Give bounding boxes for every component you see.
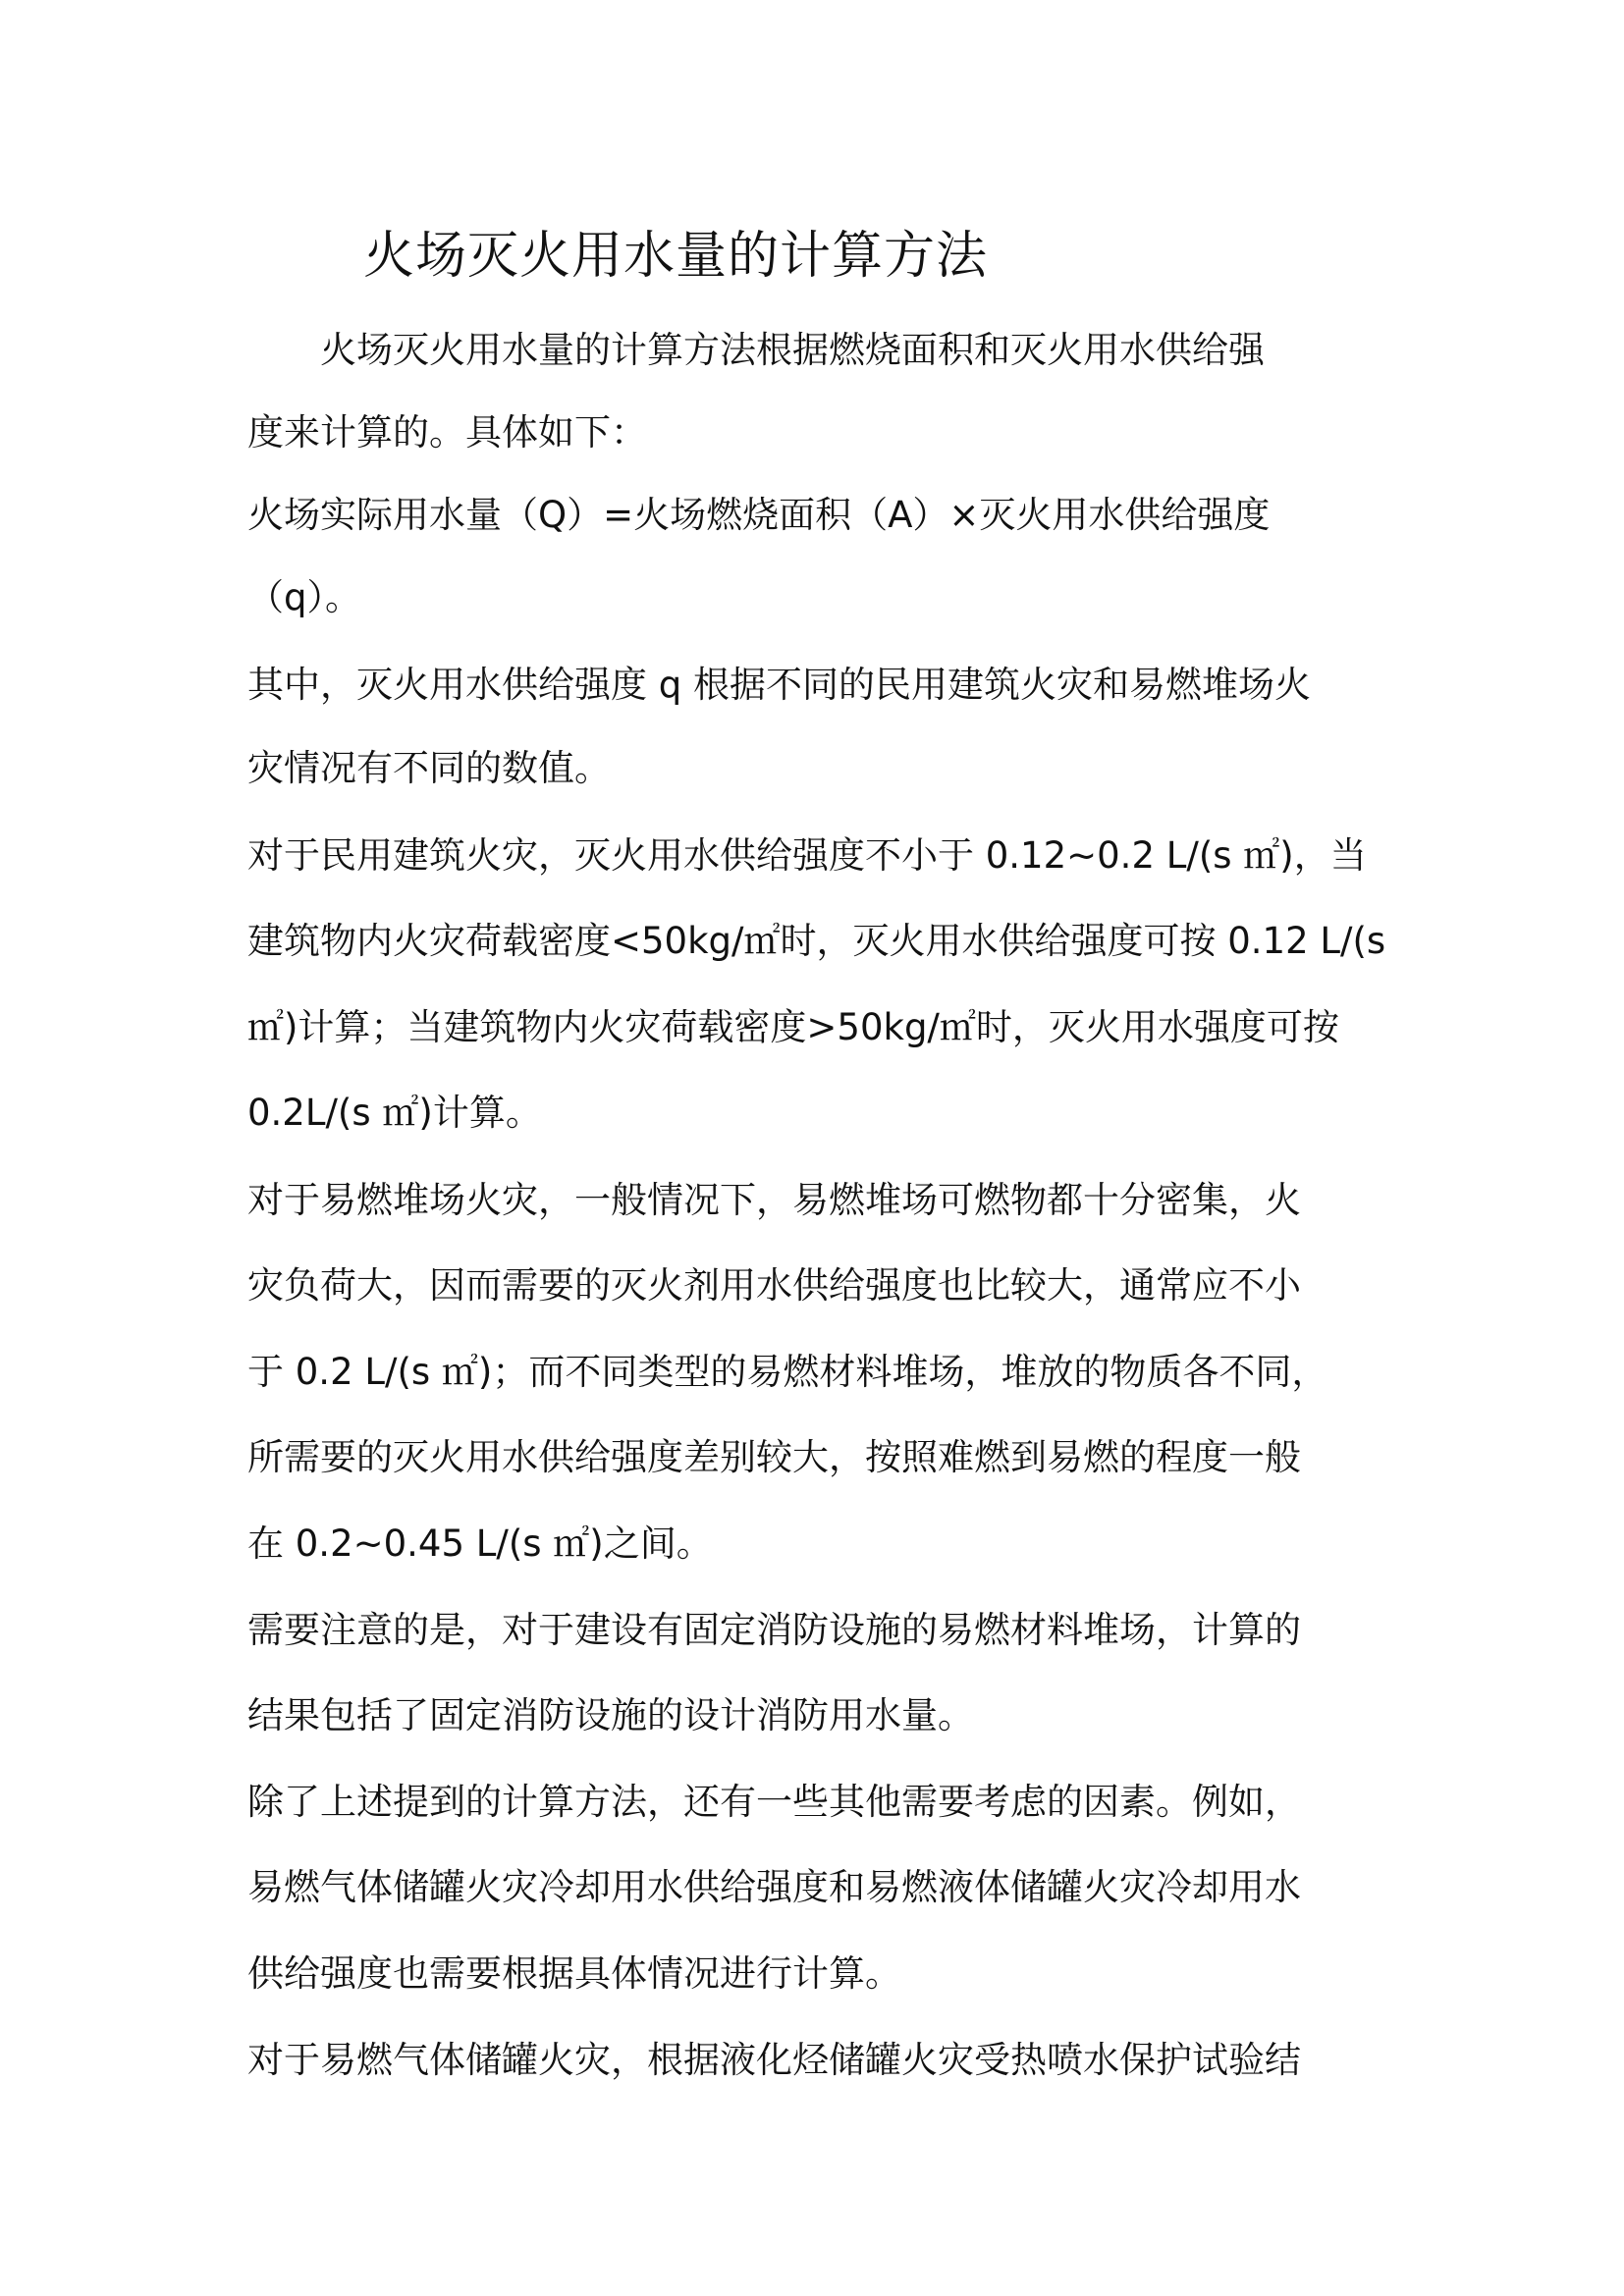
paragraph-line: 对于易燃气体储罐火灾，根据液化烃储罐火灾受热喷水保护试验结: [247, 2039, 1301, 2081]
paragraph-line: 结果包括了固定消防设施的设计消防用水量。: [247, 1694, 974, 1736]
formula-line: 火场实际用水量（Q）=火场燃烧面积（A）×灭火用水供给强度: [247, 494, 1271, 536]
formula-line: （q）。: [247, 576, 361, 618]
paragraph-line: 度来计算的。具体如下：: [247, 411, 647, 454]
paragraph-line: 在 0.2~0.45 L/(s ㎡)之间。: [247, 1522, 713, 1565]
paragraph-line: 需要注意的是，对于建设有固定消防设施的易燃材料堆场，计算的: [247, 1609, 1301, 1651]
paragraph-line: 于 0.2 L/(s ㎡)；而不同类型的易燃材料堆场，堆放的物质各不同，: [247, 1351, 1328, 1393]
paragraph-line: 对于民用建筑火灾，灭火用水供给强度不小于 0.12~0.2 L/(s ㎡)，当: [247, 834, 1367, 877]
paragraph-line: 其中，灭火用水供给强度 q 根据不同的民用建筑火灾和易燃堆场火: [247, 664, 1312, 706]
paragraph-line: 对于易燃堆场火灾，一般情况下，易燃堆场可燃物都十分密集，火: [247, 1179, 1301, 1221]
paragraph-line: 除了上述提到的计算方法，还有一些其他需要考虑的因素。例如，: [247, 1781, 1301, 1823]
paragraph-line: ㎡)计算；当建筑物内火灾荷载密度>50kg/㎡时，灭火用水强度可按: [247, 1006, 1339, 1048]
paragraph-line: 供给强度也需要根据具体情况进行计算。: [247, 1952, 901, 1995]
paragraph-line: 所需要的灭火用水供给强度差别较大，按照难燃到易燃的程度一般: [247, 1436, 1301, 1478]
paragraph-line: 建筑物内火灾荷载密度<50kg/㎡时，灭火用水供给强度可按 0.12 L/(s: [247, 920, 1386, 962]
paragraph-line: 易燃气体储罐火灾冷却用水供给强度和易燃液体储罐火灾冷却用水: [247, 1866, 1301, 1908]
document-title: 火场灭火用水量的计算方法: [363, 227, 989, 286]
paragraph-line: 0.2L/(s ㎡)计算。: [247, 1092, 542, 1134]
paragraph-line: 灾情况有不同的数值。: [247, 747, 611, 789]
paragraph-line: 灾负荷大，因而需要的灭火剂用水供给强度也比较大，通常应不小: [247, 1264, 1301, 1307]
paragraph-line: 火场灭火用水量的计算方法根据燃烧面积和灭火用水供给强: [247, 329, 1265, 371]
